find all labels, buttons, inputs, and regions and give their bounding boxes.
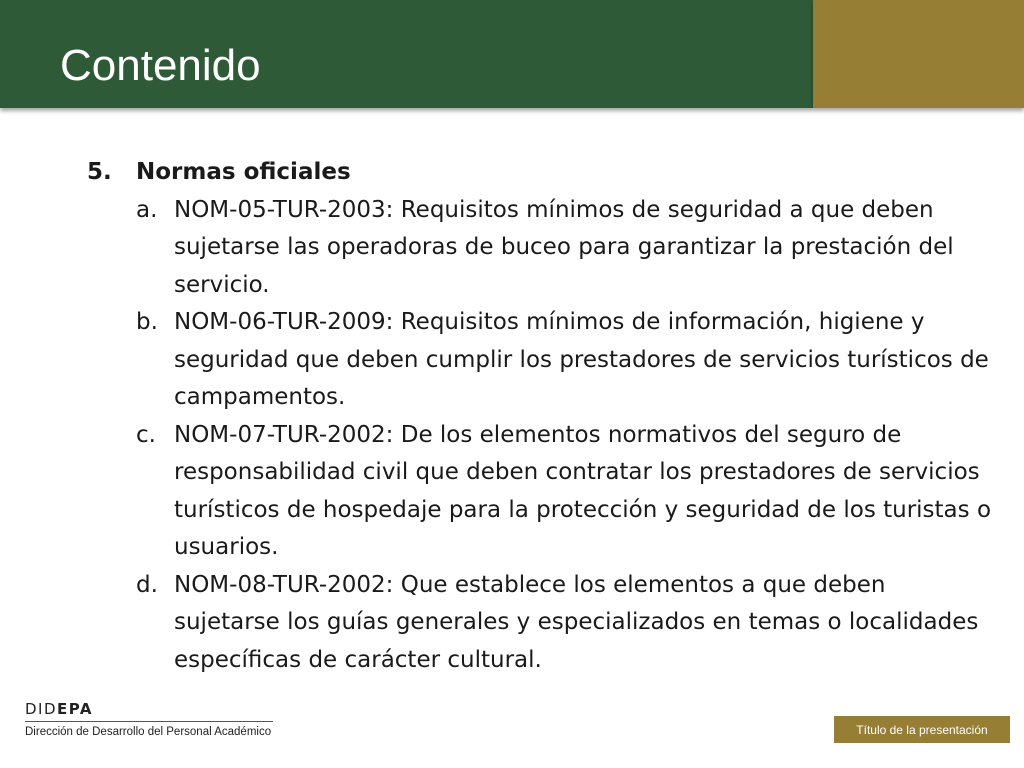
logo-bold: EPA	[57, 700, 94, 718]
presentation-title-tag: Título de la presentación	[834, 716, 1010, 743]
list-item-letter: a.	[136, 196, 158, 223]
header-bar	[0, 0, 813, 108]
list-item-letter: b.	[136, 309, 158, 335]
header-accent-block	[813, 0, 1024, 108]
logo-prefix: DID	[25, 700, 58, 718]
list-item	[136, 304, 997, 417]
section-number: 5.	[87, 159, 112, 185]
slide-content	[87, 154, 997, 679]
list-item	[136, 192, 997, 305]
list-item-letter: d.	[136, 571, 158, 598]
logo-wordmark	[25, 700, 273, 718]
list-item	[136, 567, 997, 680]
list-item-letter: c.	[136, 421, 156, 448]
list-item-text: NOM-08-TUR-2002: Que establece los elementos a que deben sujetarse los guías generales y especializados en temas o localidades específicas de carácter cultural.	[174, 571, 979, 673]
list-item-text: NOM-07-TUR-2002: De los elementos normativos del seguro de responsabilidad civil que deben contratar los prestadores de servicios turísticos de hospedaje para la protección y seguridad de los turistas o usuarios.	[174, 421, 992, 560]
section-title: Normas oficiales	[136, 159, 351, 185]
slide-title: Contenido	[60, 41, 261, 90]
list-item-text: NOM-05-TUR-2003: Requisitos mínimos de seguridad a que deben sujetarse las operadoras de buceo para garantizar la prestación del servicio.	[174, 196, 954, 298]
didepa-logo	[25, 700, 273, 738]
list-item-text: NOM-06-TUR-2009: Requisitos mínimos de información, higiene y seguridad que deben cumplir los prestadores de servicios turísticos de campamentos.	[174, 309, 989, 410]
logo-divider	[25, 721, 273, 722]
section-heading	[87, 154, 997, 192]
list-item	[136, 417, 997, 567]
logo-subtitle: Dirección de Desarrollo del Personal Académico	[25, 726, 272, 738]
